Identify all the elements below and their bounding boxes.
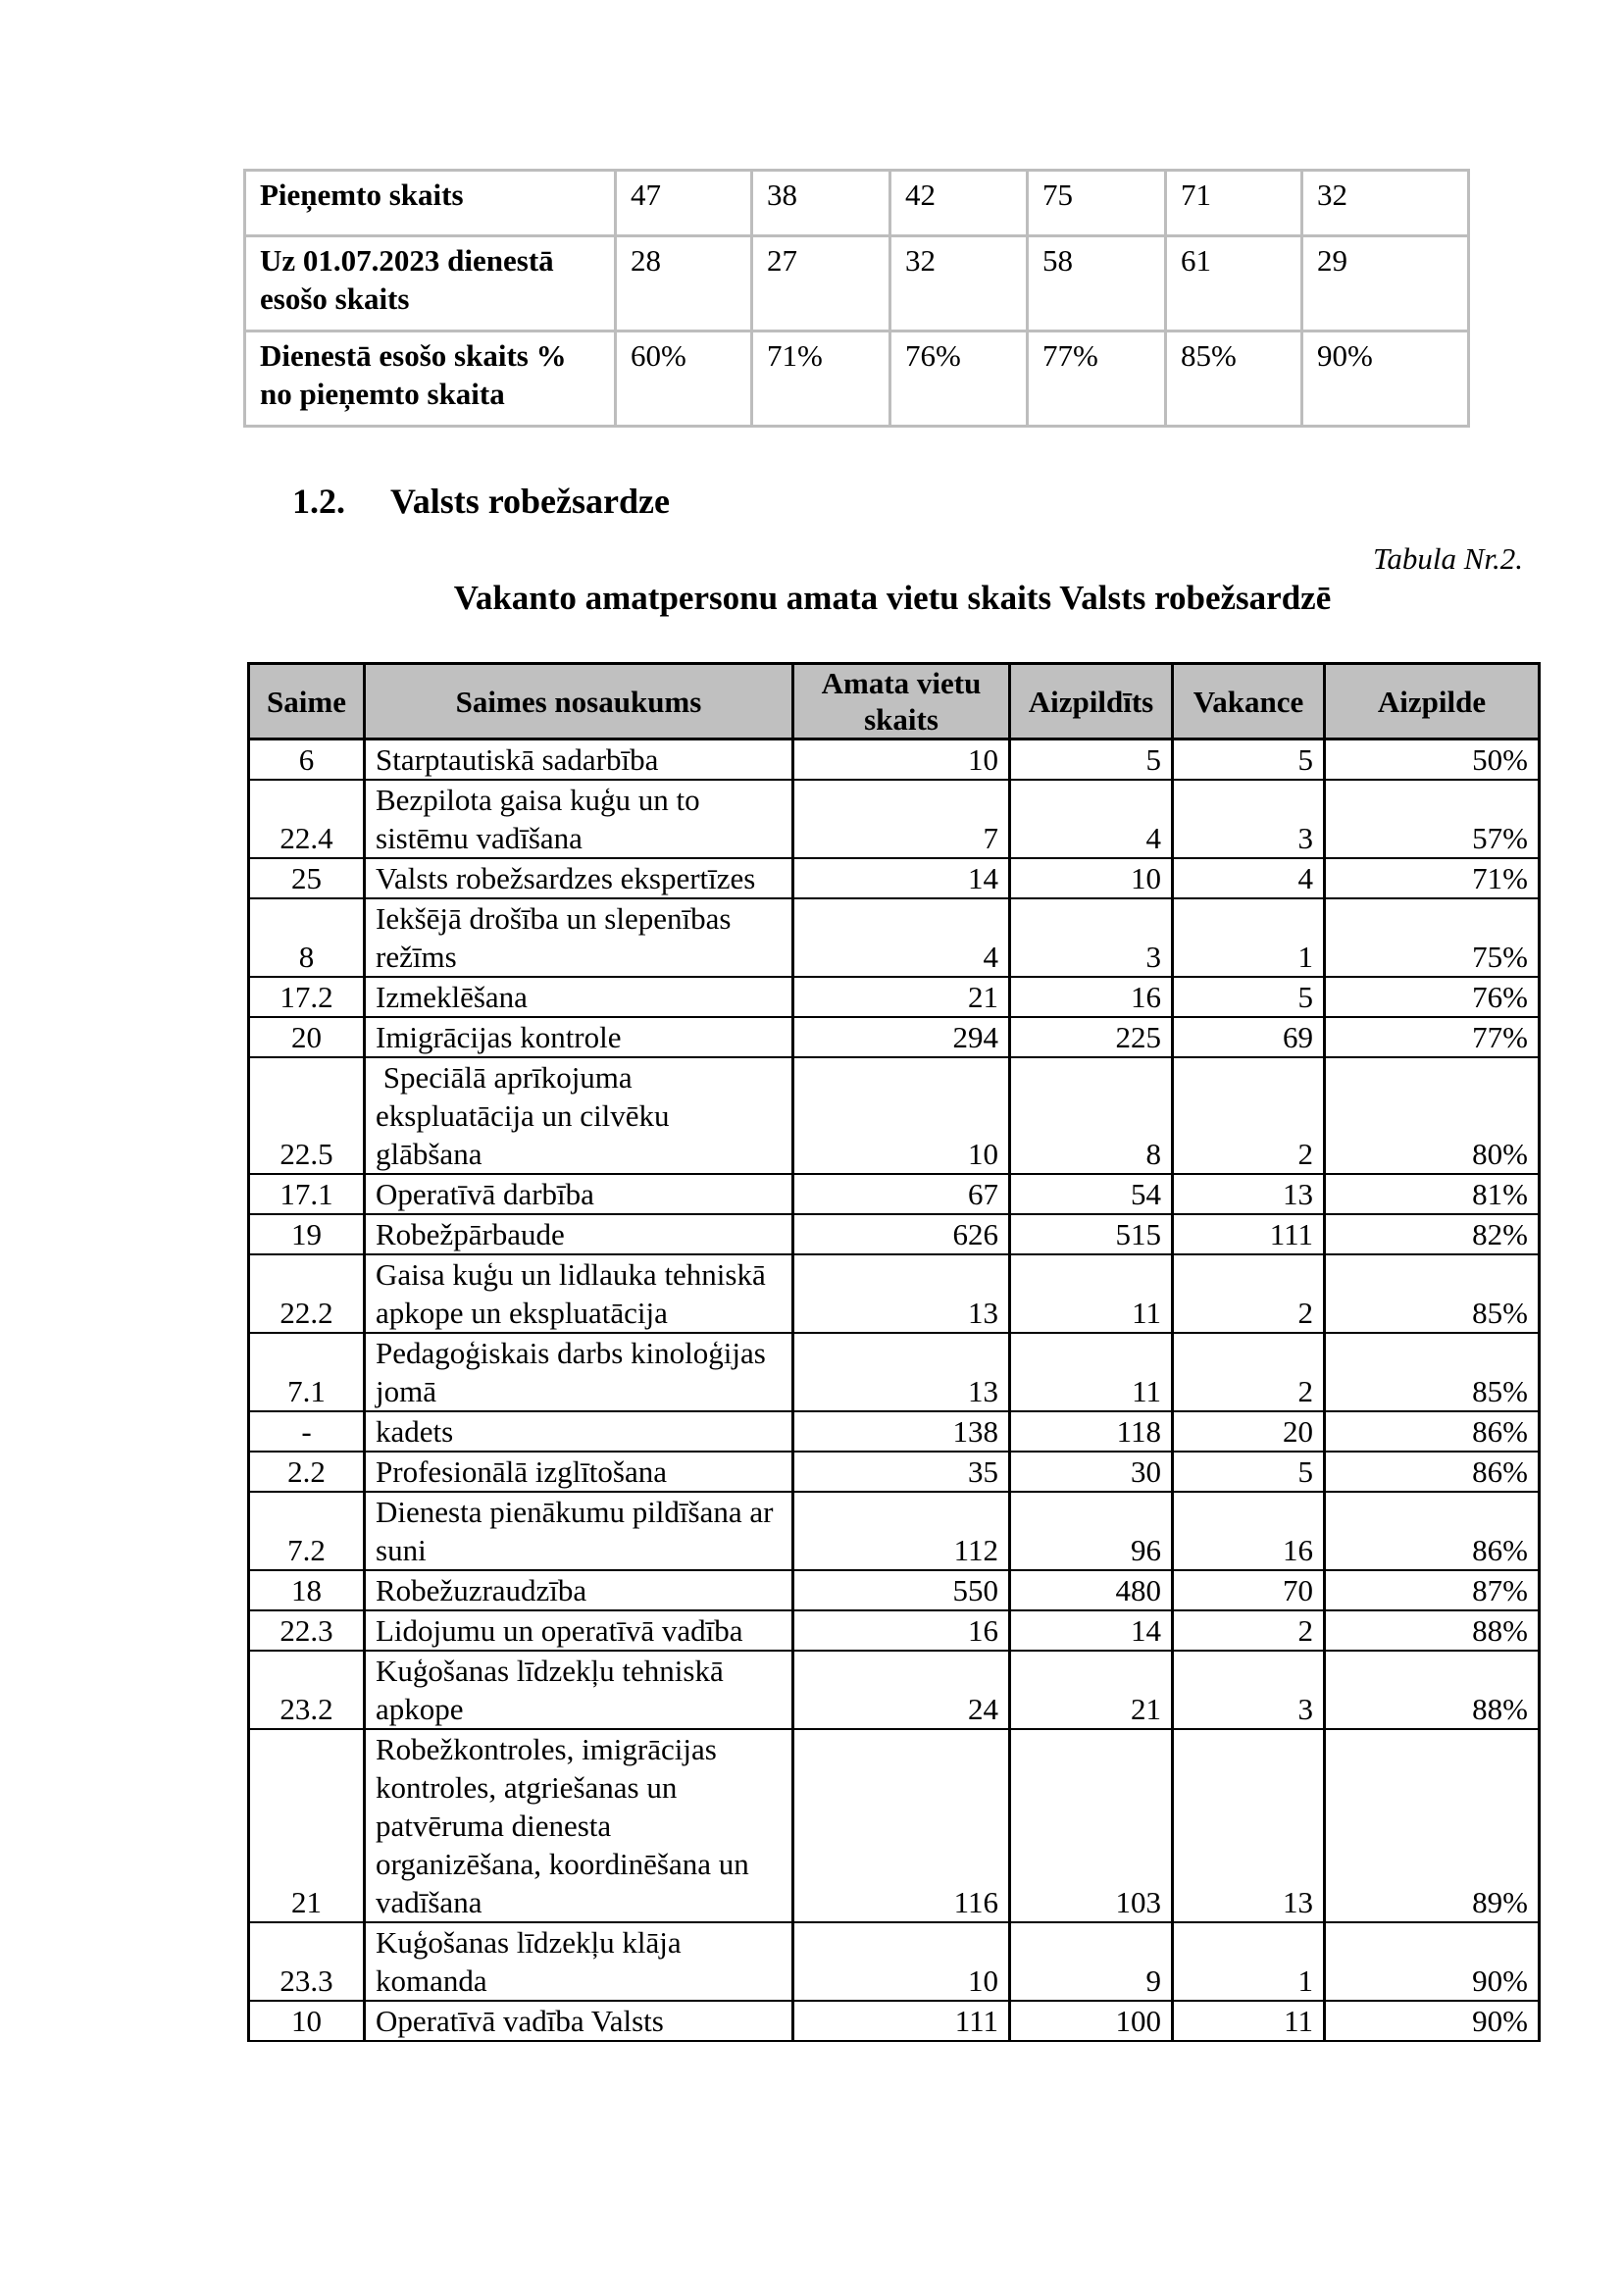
table-cell: 90% bbox=[1302, 331, 1469, 427]
table-cell: 13 bbox=[1173, 1729, 1325, 1922]
table-cell: 35 bbox=[793, 1452, 1010, 1492]
table-cell: 77% bbox=[1028, 331, 1166, 427]
table-cell: 550 bbox=[793, 1570, 1010, 1610]
saime-code: 23.2 bbox=[249, 1651, 365, 1729]
table-cell: 116 bbox=[793, 1729, 1010, 1922]
table-cell: 38 bbox=[752, 171, 890, 236]
table-cell: 86% bbox=[1325, 1452, 1540, 1492]
table-cell: 42 bbox=[890, 171, 1028, 236]
table-cell: 54 bbox=[1010, 1174, 1173, 1214]
saime-code: 25 bbox=[249, 858, 365, 898]
table-cell: 29 bbox=[1302, 236, 1469, 331]
table-cell: 75 bbox=[1028, 171, 1166, 236]
table-cell: 118 bbox=[1010, 1411, 1173, 1452]
table-cell: 86% bbox=[1325, 1411, 1540, 1452]
table-cell: 90% bbox=[1325, 1922, 1540, 2001]
table-cell: 80% bbox=[1325, 1057, 1540, 1174]
table-row bbox=[245, 171, 1469, 236]
table-cell: 28 bbox=[616, 236, 752, 331]
saime-name: Dienesta pienākumu pildīšana ar suni bbox=[365, 1492, 793, 1570]
table-row bbox=[245, 331, 1469, 427]
table-cell: 85% bbox=[1166, 331, 1302, 427]
saime-name: Speciālā aprīkojuma ekspluatācija un cilvēku glābšana bbox=[365, 1057, 793, 1174]
table-cell: 50% bbox=[1325, 739, 1540, 781]
table-row bbox=[249, 1729, 1540, 1922]
saime-code: 7.2 bbox=[249, 1492, 365, 1570]
saime-name: Operatīvā vadība Valsts bbox=[365, 2001, 793, 2041]
table-cell: 16 bbox=[793, 1610, 1010, 1651]
table-cell: 112 bbox=[793, 1492, 1010, 1570]
recruitment-table bbox=[243, 169, 1470, 428]
table-row bbox=[249, 1651, 1540, 1729]
table-cell: 4 bbox=[1173, 858, 1325, 898]
table-cell: 14 bbox=[1010, 1610, 1173, 1651]
table-cell: 5 bbox=[1173, 977, 1325, 1017]
table-cell: 24 bbox=[793, 1651, 1010, 1729]
table-cell: 13 bbox=[1173, 1174, 1325, 1214]
table-cell: 10 bbox=[793, 1057, 1010, 1174]
table-cell: 3 bbox=[1173, 1651, 1325, 1729]
table-cell: 85% bbox=[1325, 1254, 1540, 1333]
table-cell: 5 bbox=[1173, 739, 1325, 781]
table-cell: 294 bbox=[793, 1017, 1010, 1057]
table-cell: 82% bbox=[1325, 1214, 1540, 1254]
table-cell: 13 bbox=[793, 1254, 1010, 1333]
saime-name: Kuģošanas līdzekļu tehniskā apkope bbox=[365, 1651, 793, 1729]
table-cell: 58 bbox=[1028, 236, 1166, 331]
saime-code: 22.5 bbox=[249, 1057, 365, 1174]
table-row bbox=[249, 1174, 1540, 1214]
table-cell: 21 bbox=[793, 977, 1010, 1017]
table-cell: 96 bbox=[1010, 1492, 1173, 1570]
saime-name: Gaisa kuģu un lidlauka tehniskā apkope un ekspluatācija bbox=[365, 1254, 793, 1333]
table-row bbox=[249, 1214, 1540, 1254]
table-cell: 1 bbox=[1173, 1922, 1325, 2001]
saime-name: Pedagoģiskais darbs kinoloģijas jomā bbox=[365, 1333, 793, 1411]
section-heading bbox=[292, 481, 670, 522]
column-header: Saimes nosaukums bbox=[365, 664, 793, 739]
table-cell: 7 bbox=[793, 780, 1010, 858]
column-header: Aizpilde bbox=[1325, 664, 1540, 739]
table-cell: 4 bbox=[1010, 780, 1173, 858]
table-cell: 4 bbox=[793, 898, 1010, 977]
table-cell: 10 bbox=[793, 1922, 1010, 2001]
table-cell: 70 bbox=[1173, 1570, 1325, 1610]
saime-code: 18 bbox=[249, 1570, 365, 1610]
column-header: Saime bbox=[249, 664, 365, 739]
table-cell: 21 bbox=[1010, 1651, 1173, 1729]
table-cell: 100 bbox=[1010, 2001, 1173, 2041]
table-cell: 60% bbox=[616, 331, 752, 427]
table-cell: 71 bbox=[1166, 171, 1302, 236]
table-cell: 515 bbox=[1010, 1214, 1173, 1254]
table-cell: 32 bbox=[1302, 171, 1469, 236]
table-cell: 67 bbox=[793, 1174, 1010, 1214]
saime-name: Robežpārbaude bbox=[365, 1214, 793, 1254]
table-cell: 480 bbox=[1010, 1570, 1173, 1610]
saime-name: kadets bbox=[365, 1411, 793, 1452]
table-cell: 3 bbox=[1173, 780, 1325, 858]
saime-code: 17.1 bbox=[249, 1174, 365, 1214]
table-cell: 1 bbox=[1173, 898, 1325, 977]
section-number: 1.2. bbox=[292, 482, 345, 521]
saime-code: 19 bbox=[249, 1214, 365, 1254]
table-row bbox=[249, 780, 1540, 858]
table-cell: 57% bbox=[1325, 780, 1540, 858]
saime-name: Izmeklēšana bbox=[365, 977, 793, 1017]
table-cell: 30 bbox=[1010, 1452, 1173, 1492]
table-cell: 111 bbox=[1173, 1214, 1325, 1254]
saime-code: 2.2 bbox=[249, 1452, 365, 1492]
vacancy-table bbox=[247, 662, 1541, 2042]
table-cell: 47 bbox=[616, 171, 752, 236]
saime-name: Starptautiskā sadarbība bbox=[365, 739, 793, 781]
saime-name: Imigrācijas kontrole bbox=[365, 1017, 793, 1057]
table-cell: 5 bbox=[1173, 1452, 1325, 1492]
table-row bbox=[245, 236, 1469, 331]
table-cell: 86% bbox=[1325, 1492, 1540, 1570]
table-cell: 2 bbox=[1173, 1254, 1325, 1333]
table-row bbox=[249, 858, 1540, 898]
table-row bbox=[249, 1017, 1540, 1057]
table-cell: 20 bbox=[1173, 1411, 1325, 1452]
table-cell: 87% bbox=[1325, 1570, 1540, 1610]
table-title: Vakanto amatpersonu amata vietu skaits Valsts robežsardzē bbox=[453, 579, 1332, 617]
table-cell: 8 bbox=[1010, 1057, 1173, 1174]
saime-code: 17.2 bbox=[249, 977, 365, 1017]
table-cell: 626 bbox=[793, 1214, 1010, 1254]
table-cell: 89% bbox=[1325, 1729, 1540, 1922]
table-cell: 61 bbox=[1166, 236, 1302, 331]
table-cell: 27 bbox=[752, 236, 890, 331]
table-row bbox=[249, 1570, 1540, 1610]
saime-code: 23.3 bbox=[249, 1922, 365, 2001]
table-row bbox=[249, 1452, 1540, 1492]
table-cell: 71% bbox=[752, 331, 890, 427]
saime-name: Robežuzraudzība bbox=[365, 1570, 793, 1610]
table-row bbox=[249, 1254, 1540, 1333]
table-row bbox=[249, 977, 1540, 1017]
table-cell: 76% bbox=[1325, 977, 1540, 1017]
saime-name: Kuģošanas līdzekļu klāja komanda bbox=[365, 1922, 793, 2001]
table-cell: 103 bbox=[1010, 1729, 1173, 1922]
table-caption: Tabula Nr.2. bbox=[1372, 541, 1523, 576]
row-label: Pieņemto skaits bbox=[245, 171, 616, 236]
table-cell: 16 bbox=[1010, 977, 1173, 1017]
table-cell: 225 bbox=[1010, 1017, 1173, 1057]
column-header: Aizpildīts bbox=[1010, 664, 1173, 739]
table-cell: 138 bbox=[793, 1411, 1010, 1452]
saime-code: 22.4 bbox=[249, 780, 365, 858]
table-cell: 5 bbox=[1010, 739, 1173, 781]
saime-code: 10 bbox=[249, 2001, 365, 2041]
table-cell: 10 bbox=[1010, 858, 1173, 898]
row-label: Dienestā esošo skaits % no pieņemto skaita bbox=[245, 331, 616, 427]
table-row bbox=[249, 1922, 1540, 2001]
section-title: Valsts robežsardze bbox=[390, 482, 670, 521]
saime-code: 21 bbox=[249, 1729, 365, 1922]
table-cell: 2 bbox=[1173, 1057, 1325, 1174]
table-cell: 85% bbox=[1325, 1333, 1540, 1411]
table-cell: 10 bbox=[793, 739, 1010, 781]
table-cell: 88% bbox=[1325, 1610, 1540, 1651]
table-cell: 111 bbox=[793, 2001, 1010, 2041]
table-cell: 11 bbox=[1173, 2001, 1325, 2041]
table-row bbox=[249, 1333, 1540, 1411]
table-cell: 2 bbox=[1173, 1333, 1325, 1411]
table-cell: 77% bbox=[1325, 1017, 1540, 1057]
table-cell: 71% bbox=[1325, 858, 1540, 898]
row-label: Uz 01.07.2023 dienestā esošo skaits bbox=[245, 236, 616, 331]
table-cell: 11 bbox=[1010, 1254, 1173, 1333]
table-row bbox=[249, 1492, 1540, 1570]
saime-code: - bbox=[249, 1411, 365, 1452]
table-cell: 2 bbox=[1173, 1610, 1325, 1651]
table-cell: 76% bbox=[890, 331, 1028, 427]
table-cell: 69 bbox=[1173, 1017, 1325, 1057]
saime-code: 7.1 bbox=[249, 1333, 365, 1411]
saime-name: Iekšējā drošība un slepenības režīms bbox=[365, 898, 793, 977]
saime-code: 8 bbox=[249, 898, 365, 977]
saime-name: Lidojumu un operatīvā vadība bbox=[365, 1610, 793, 1651]
table-row bbox=[249, 1057, 1540, 1174]
saime-code: 22.3 bbox=[249, 1610, 365, 1651]
table-cell: 11 bbox=[1010, 1333, 1173, 1411]
table-cell: 3 bbox=[1010, 898, 1173, 977]
table-row bbox=[249, 1411, 1540, 1452]
saime-name: Profesionālā izglītošana bbox=[365, 1452, 793, 1492]
column-header: Amata vietu skaits bbox=[793, 664, 1010, 739]
table-row bbox=[249, 739, 1540, 781]
table-cell: 81% bbox=[1325, 1174, 1540, 1214]
saime-code: 22.2 bbox=[249, 1254, 365, 1333]
saime-name: Operatīvā darbība bbox=[365, 1174, 793, 1214]
saime-name: Valsts robežsardzes ekspertīzes bbox=[365, 858, 793, 898]
table-row bbox=[249, 1610, 1540, 1651]
table-cell: 88% bbox=[1325, 1651, 1540, 1729]
table-cell: 9 bbox=[1010, 1922, 1173, 2001]
table-row bbox=[249, 2001, 1540, 2041]
table-cell: 13 bbox=[793, 1333, 1010, 1411]
table-cell: 90% bbox=[1325, 2001, 1540, 2041]
saime-name: Bezpilota gaisa kuģu un to sistēmu vadīšana bbox=[365, 780, 793, 858]
saime-name: Robežkontroles, imigrācijas kontroles, atgriešanas un patvēruma dienesta organizēšana, koordinēšana un vadīšana bbox=[365, 1729, 793, 1922]
table-cell: 32 bbox=[890, 236, 1028, 331]
column-header: Vakance bbox=[1173, 664, 1325, 739]
table-row bbox=[249, 898, 1540, 977]
table-cell: 14 bbox=[793, 858, 1010, 898]
saime-code: 20 bbox=[249, 1017, 365, 1057]
table-cell: 16 bbox=[1173, 1492, 1325, 1570]
saime-code: 6 bbox=[249, 739, 365, 781]
table-cell: 75% bbox=[1325, 898, 1540, 977]
